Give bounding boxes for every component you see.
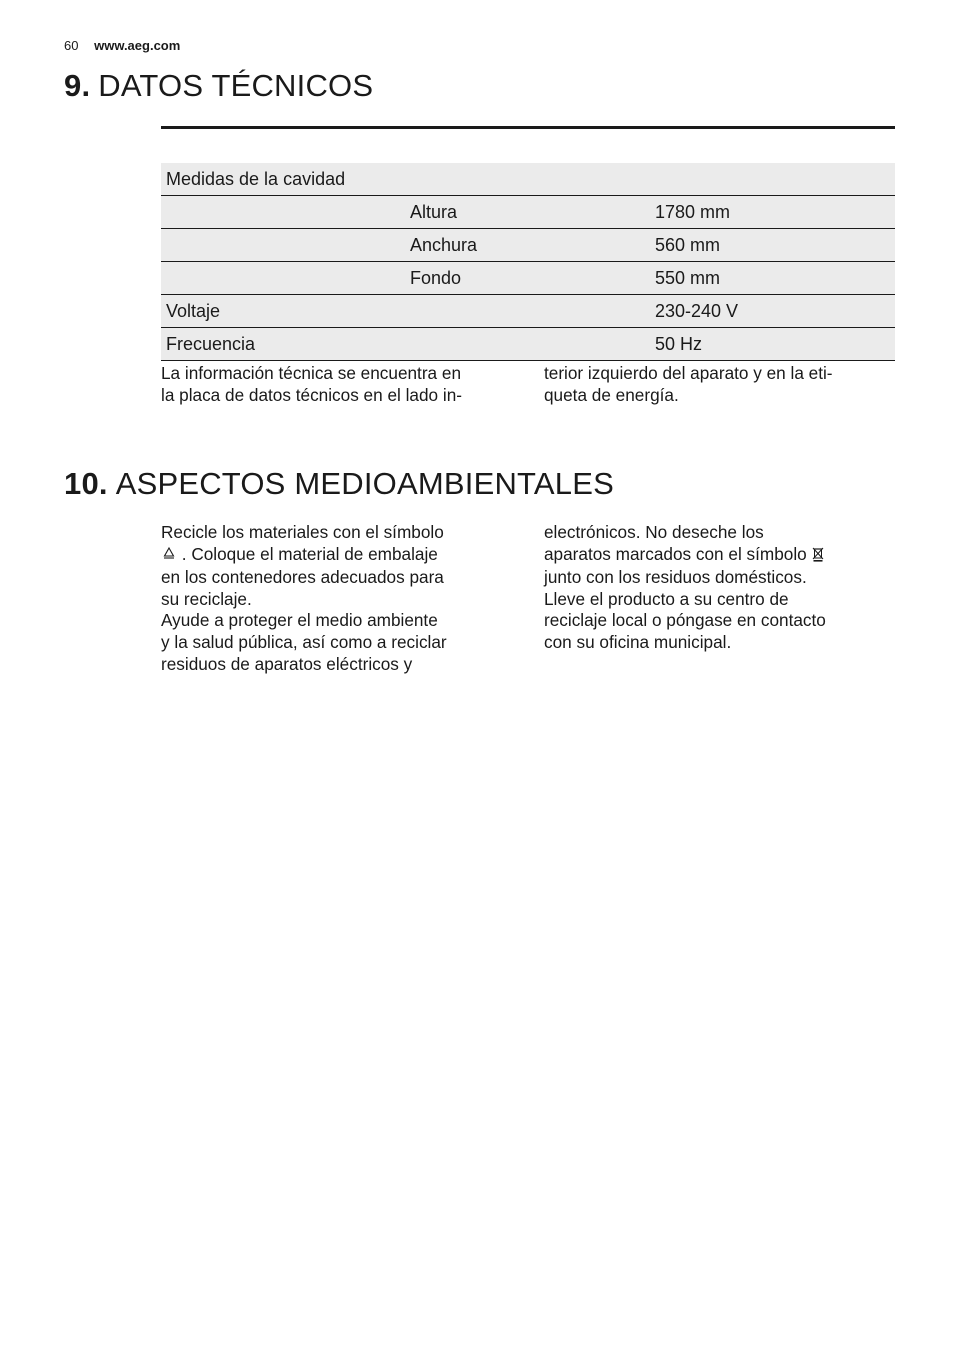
tech-note-left	[161, 363, 491, 406]
row-sublabel: Fondo	[405, 262, 650, 295]
row-sublabel	[405, 163, 650, 196]
row-label	[161, 196, 405, 229]
section-10-heading	[64, 466, 614, 502]
text-line: la placa de datos técnicos en el lado in-	[161, 384, 462, 405]
text-line: electrónicos. No deseche los	[544, 522, 764, 542]
row-value: 50 Hz	[650, 328, 895, 361]
text-line: Lleve el producto a su centro de	[544, 588, 789, 609]
table-row	[161, 229, 895, 262]
row-sublabel: Altura	[405, 196, 650, 229]
text-line: reciclaje local o póngase en contacto	[544, 610, 826, 631]
row-sublabel	[405, 328, 650, 361]
row-value: 230-240 V	[650, 295, 895, 328]
section-9-title: DATOS TÉCNICOS	[98, 68, 374, 103]
text-line: La información técnica se encuentra en	[161, 363, 462, 383]
table-row	[161, 163, 895, 196]
table-row	[161, 196, 895, 229]
text-line: aparatos marcados con el símbolo	[544, 543, 807, 564]
text-line: terior izquierdo del aparato y en la eti-	[544, 363, 833, 383]
text-line: en los contenedores adecuados para	[161, 567, 444, 588]
tech-note-right	[544, 363, 874, 406]
table-row	[161, 262, 895, 295]
row-label: Frecuencia	[161, 328, 405, 361]
env-text-right	[544, 522, 874, 654]
row-label: Voltaje	[161, 295, 405, 328]
row-value: 560 mm	[650, 229, 895, 262]
row-value: 1780 mm	[650, 196, 895, 229]
table-row	[161, 328, 895, 361]
table-row	[161, 295, 895, 328]
text-line: . Coloque el material de embalaje	[181, 543, 438, 564]
technical-data-table	[161, 126, 895, 361]
row-label	[161, 262, 405, 295]
section-10-title: ASPECTOS MEDIOAMBIENTALES	[115, 466, 614, 501]
row-sublabel: Anchura	[405, 229, 650, 262]
text-line: junto con los residuos domésticos.	[544, 567, 807, 588]
text-line: Recicle los materiales con el símbolo	[161, 522, 444, 542]
recycle-icon	[161, 546, 177, 568]
site-url: www.aeg.com	[94, 38, 181, 53]
env-text-left	[161, 522, 491, 675]
text-line: Ayude a proteger el medio ambiente	[161, 610, 438, 631]
text-line: con su oficina municipal.	[544, 631, 732, 652]
crossed-bin-icon	[812, 546, 824, 568]
text-line: residuos de aparatos eléctricos y	[161, 653, 413, 674]
row-value: 550 mm	[650, 262, 895, 295]
row-sublabel	[405, 295, 650, 328]
row-label: Medidas de la cavidad	[161, 163, 405, 196]
row-label	[161, 229, 405, 262]
page-header	[64, 38, 180, 53]
text-line: su reciclaje.	[161, 588, 252, 609]
section-9-heading	[64, 68, 373, 104]
table-top-rule	[161, 128, 895, 164]
section-9-number: 9.	[64, 68, 91, 103]
section-10-number: 10.	[64, 466, 108, 501]
page-number: 60	[64, 38, 79, 53]
row-value	[650, 163, 895, 196]
text-line: y la salud pública, así como a reciclar	[161, 631, 447, 652]
text-line: queta de energía.	[544, 384, 679, 405]
